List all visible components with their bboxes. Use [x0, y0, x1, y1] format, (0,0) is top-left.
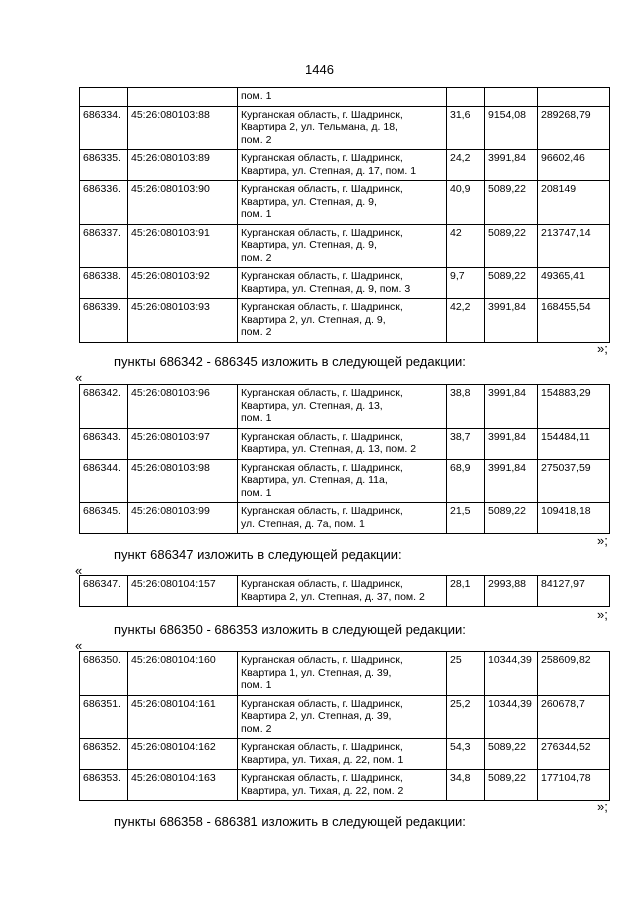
area-cell: 54,3 — [447, 739, 485, 770]
registry-table-2 — [79, 384, 610, 534]
address-line: Курганская область, г. Шадринск, — [241, 697, 403, 710]
table-row — [80, 150, 610, 181]
opening-quote: « — [75, 638, 83, 653]
row-number-cell: 686334. — [80, 106, 128, 150]
address-line: Квартира, ул. Степная, д. 13, — [241, 399, 383, 412]
area-cell: 40,9 — [447, 181, 485, 225]
address-line: Курганская область, г. Шадринск, — [241, 301, 403, 313]
address-line: Квартира, ул. Степная, д. 11а, — [241, 474, 388, 486]
address-line: Квартира, ул. Тихая, д. 22, пом. 2 — [241, 784, 404, 797]
address-line: Курганская область, г. Шадринск, — [241, 505, 403, 517]
cadastral-value-cell: 213747,14 — [538, 224, 610, 268]
cadastral-value-cell: 260678,7 — [538, 695, 610, 739]
area-cell: 42,2 — [447, 299, 485, 343]
area-cell — [447, 88, 485, 107]
address-cell — [238, 428, 447, 459]
cadastral-number-cell: 45:26:080103:93 — [128, 299, 238, 343]
table-row — [80, 503, 610, 534]
address-line: Квартира, ул. Степная, д. 9, — [241, 239, 377, 251]
area-cell: 34,8 — [447, 770, 485, 801]
address-line: Квартира 2, ул. Степная, д. 9, — [241, 313, 386, 326]
address-cell — [238, 299, 447, 343]
rate-cell: 3991,84 — [485, 428, 538, 459]
address-line: пом. 1 — [241, 412, 272, 424]
address-line: Квартира, ул. Степная, д. 17, пом. 1 — [241, 164, 417, 177]
address-cell — [238, 652, 447, 696]
row-number-cell: 686352. — [80, 739, 128, 770]
address-line: Квартира, ул. Степная, д. 13, пом. 2 — [241, 443, 417, 455]
address-line: пом. 1 — [241, 486, 272, 499]
address-line: Квартира 2, ул. Степная, д. 39, — [241, 710, 392, 722]
cadastral-number-cell: 45:26:080103:91 — [128, 224, 238, 268]
rate-cell: 3991,84 — [485, 385, 538, 429]
row-number-cell: 686347. — [80, 576, 128, 607]
table-row — [80, 224, 610, 268]
cadastral-value-cell: 275037,59 — [538, 459, 610, 503]
rate-cell: 5089,22 — [485, 268, 538, 299]
row-number-cell: 686345. — [80, 503, 128, 534]
address-cell — [238, 224, 447, 268]
row-number-cell: 686342. — [80, 385, 128, 429]
address-cell — [238, 181, 447, 225]
area-cell: 28,1 — [447, 576, 485, 607]
row-number-cell: 686344. — [80, 459, 128, 503]
address-cell — [238, 150, 447, 181]
closing-quote: »; — [597, 607, 608, 622]
opening-quote: « — [75, 563, 83, 578]
address-line: Курганская область, г. Шадринск, — [241, 741, 403, 753]
cadastral-value-cell: 289268,79 — [538, 106, 610, 150]
address-line: Квартира 1, ул. Степная, д. 39, — [241, 666, 392, 679]
rate-cell: 5089,22 — [485, 181, 538, 225]
address-line: Квартира 2, ул. Тельмана, д. 18, — [241, 121, 398, 133]
table-row — [80, 770, 610, 801]
address-cell — [238, 695, 447, 739]
cadastral-number-cell: 45:26:080103:98 — [128, 459, 238, 503]
address-line: Квартира, ул. Степная, д. 9, — [241, 195, 377, 208]
row-number-cell: 686339. — [80, 299, 128, 343]
cadastral-number-cell: 45:26:080104:163 — [128, 770, 238, 801]
address-cell — [238, 770, 447, 801]
address-line: пом. 2 — [241, 326, 272, 338]
address-cell — [238, 576, 447, 607]
table-row — [80, 428, 610, 459]
table-row — [80, 106, 610, 150]
cadastral-value-cell: 96602,46 — [538, 150, 610, 181]
area-cell: 21,5 — [447, 503, 485, 534]
area-cell: 25 — [447, 652, 485, 696]
address-line: пом. 2 — [241, 133, 272, 146]
registry-table-4 — [79, 651, 610, 801]
table-row — [80, 459, 610, 503]
cadastral-value-cell: 208149 — [538, 181, 610, 225]
cadastral-number-cell: 45:26:080103:99 — [128, 503, 238, 534]
address-line: Курганская область, г. Шадринск, — [241, 108, 403, 121]
address-cell — [238, 268, 447, 299]
address-line: Курганская область, г. Шадринск, — [241, 270, 403, 282]
address-line: Курганская область, г. Шадринск, — [241, 387, 403, 399]
address-line: Курганская область, г. Шадринск, — [241, 578, 403, 590]
row-number-cell: 686337. — [80, 224, 128, 268]
table-row — [80, 88, 610, 107]
address-cell — [238, 459, 447, 503]
address-line: пом. 2 — [241, 722, 272, 735]
rate-cell: 9154,08 — [485, 106, 538, 150]
row-number-cell: 686350. — [80, 652, 128, 696]
address-line: Квартира, ул. Степная, д. 9, пом. 3 — [241, 282, 411, 295]
rate-cell: 5089,22 — [485, 224, 538, 268]
cadastral-value-cell — [538, 88, 610, 107]
rate-cell: 5089,22 — [485, 770, 538, 801]
cadastral-number-cell: 45:26:080104:162 — [128, 739, 238, 770]
instruction-paragraph: пункты 686350 - 686353 изложить в следующей редакции: — [114, 622, 466, 637]
table-row — [80, 695, 610, 739]
cadastral-value-cell: 154484,11 — [538, 428, 610, 459]
area-cell: 42 — [447, 224, 485, 268]
cadastral-value-cell: 177104,78 — [538, 770, 610, 801]
cadastral-number-cell: 45:26:080103:92 — [128, 268, 238, 299]
address-line: Курганская область, г. Шадринск, — [241, 654, 403, 666]
rate-cell — [485, 88, 538, 107]
address-cell — [238, 503, 447, 534]
area-cell: 38,7 — [447, 428, 485, 459]
table-row — [80, 268, 610, 299]
closing-quote: »; — [597, 341, 608, 356]
row-number-cell: 686336. — [80, 181, 128, 225]
address-cell — [238, 739, 447, 770]
address-cell — [238, 385, 447, 429]
table-row — [80, 385, 610, 429]
page-number: 1446 — [305, 62, 334, 77]
address-line: Курганская область, г. Шадринск, — [241, 772, 403, 784]
address-line: пом. 2 — [241, 251, 272, 264]
cadastral-number-cell: 45:26:080103:90 — [128, 181, 238, 225]
cadastral-number-cell: 45:26:080103:89 — [128, 150, 238, 181]
table-row — [80, 652, 610, 696]
cadastral-value-cell: 109418,18 — [538, 503, 610, 534]
rate-cell: 3991,84 — [485, 150, 538, 181]
rate-cell: 3991,84 — [485, 299, 538, 343]
address-line: Курганская область, г. Шадринск, — [241, 430, 403, 443]
row-number-cell: 686335. — [80, 150, 128, 181]
table-row — [80, 181, 610, 225]
address-cell — [238, 88, 447, 107]
rate-cell: 10344,39 — [485, 695, 538, 739]
cadastral-value-cell: 276344,52 — [538, 739, 610, 770]
address-line: Курганская область, г. Шадринск, — [241, 461, 403, 474]
address-line: пом. 1 — [241, 90, 272, 102]
area-cell: 9,7 — [447, 268, 485, 299]
address-line: Квартира, ул. Тихая, д. 22, пом. 1 — [241, 753, 404, 766]
cadastral-value-cell: 258609,82 — [538, 652, 610, 696]
cadastral-value-cell: 49365,41 — [538, 268, 610, 299]
registry-table-1 — [79, 87, 610, 343]
area-cell: 31,6 — [447, 106, 485, 150]
cadastral-value-cell: 168455,54 — [538, 299, 610, 343]
rate-cell: 5089,22 — [485, 739, 538, 770]
row-number-cell: 686338. — [80, 268, 128, 299]
area-cell: 38,8 — [447, 385, 485, 429]
cadastral-number-cell: 45:26:080104:161 — [128, 695, 238, 739]
table-row — [80, 739, 610, 770]
row-number-cell: 686343. — [80, 428, 128, 459]
closing-quote: »; — [597, 533, 608, 548]
closing-quote: »; — [597, 799, 608, 814]
rate-cell: 10344,39 — [485, 652, 538, 696]
rate-cell: 2993,88 — [485, 576, 538, 607]
area-cell: 25,2 — [447, 695, 485, 739]
address-line: Квартира 2, ул. Степная, д. 37, пом. 2 — [241, 590, 425, 603]
cadastral-number-cell: 45:26:080104:160 — [128, 652, 238, 696]
cadastral-number-cell: 45:26:080103:97 — [128, 428, 238, 459]
table-row — [80, 576, 610, 607]
registry-table-3 — [79, 575, 610, 607]
instruction-paragraph: пункты 686342 - 686345 изложить в следующей редакции: — [114, 354, 466, 369]
address-line: ул. Степная, д. 7а, пом. 1 — [241, 517, 365, 530]
instruction-paragraph: пункт 686347 изложить в следующей редакции: — [114, 547, 402, 562]
cadastral-value-cell: 84127,97 — [538, 576, 610, 607]
row-number-cell — [80, 88, 128, 107]
area-cell: 24,2 — [447, 150, 485, 181]
area-cell: 68,9 — [447, 459, 485, 503]
cadastral-value-cell: 154883,29 — [538, 385, 610, 429]
address-line: Курганская область, г. Шадринск, — [241, 152, 403, 164]
address-line: Курганская область, г. Шадринск, — [241, 226, 403, 239]
address-line: пом. 1 — [241, 208, 272, 220]
table-row — [80, 299, 610, 343]
rate-cell: 3991,84 — [485, 459, 538, 503]
opening-quote: « — [75, 370, 83, 385]
instruction-paragraph: пункты 686358 - 686381 изложить в следующей редакции: — [114, 814, 466, 829]
cadastral-number-cell: 45:26:080103:96 — [128, 385, 238, 429]
cadastral-number-cell — [128, 88, 238, 107]
row-number-cell: 686351. — [80, 695, 128, 739]
address-line: Курганская область, г. Шадринск, — [241, 183, 403, 195]
address-line: пом. 1 — [241, 679, 272, 691]
row-number-cell: 686353. — [80, 770, 128, 801]
rate-cell: 5089,22 — [485, 503, 538, 534]
address-cell — [238, 106, 447, 150]
cadastral-number-cell: 45:26:080103:88 — [128, 106, 238, 150]
cadastral-number-cell: 45:26:080104:157 — [128, 576, 238, 607]
